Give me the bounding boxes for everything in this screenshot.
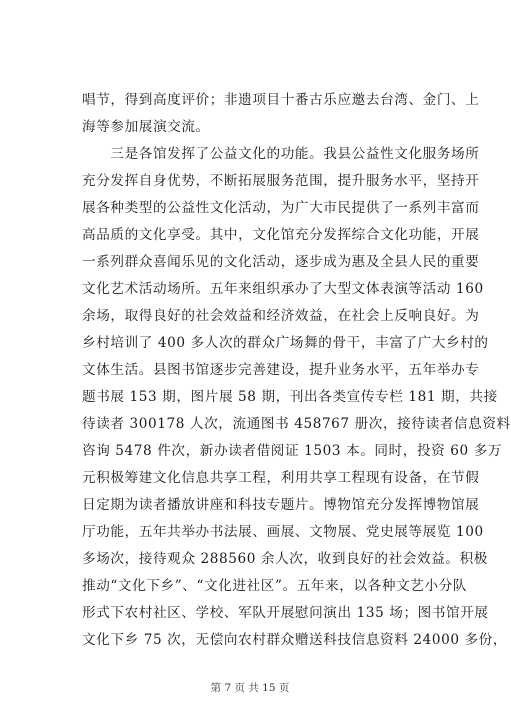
text-line: 咨询 5478 件次，新办读者借阅证 1503 本。同时，投资 60 多万 bbox=[82, 443, 503, 459]
text-line: 高品质的文化享受。其中，文化馆充分发挥综合文化功能，开展 bbox=[82, 227, 480, 243]
text-line: 待读者 300178 人次，流通图书 458767 册次，接待读者信息资料 bbox=[82, 416, 511, 432]
text-line: 乡村培训了 400 多人次的群众广场舞的骨干，丰富了广大乡村的 bbox=[82, 335, 489, 351]
text-line: 充分发挥自身优势，不断拓展服务范围，提升服务水平，坚持开 bbox=[82, 173, 480, 189]
text-line: 形式下农村社区、学校、军队开展慰问演出 135 场；图书馆开展 bbox=[82, 605, 489, 621]
text-line: 文化艺术活动场所。五年来组织承办了大型文体表演等活动 160 bbox=[82, 281, 484, 297]
text-line: 元积极筹建文化信息共享工程，利用共享工程现有设备，在节假 bbox=[82, 470, 480, 486]
text-line: 多场次，接待观众 288560 余人次，收到良好的社会效益。积极 bbox=[82, 551, 488, 567]
text-line: 展各种类型的公益性文化活动，为广大市民提供了一系列丰富而 bbox=[82, 200, 480, 216]
page-number-label: 第 7 页 共 15 页 bbox=[210, 682, 290, 694]
text-line: 题书展 153 期，图片展 58 期，刊出各类宣传专栏 181 期，共接 bbox=[82, 389, 498, 405]
text-line: 推动“文化下乡”、“文化进社区”。五年来，以各种文艺小分队 bbox=[82, 578, 468, 594]
text-line: 三是各馆发挥了公益文化的功能。我县公益性文化服务场所 bbox=[82, 146, 480, 162]
text-line: 厅功能，五年共举办书法展、画展、文物展、党史展等展览 100 bbox=[82, 524, 484, 540]
text-line: 一系列群众喜闻乐见的文化活动，逐步成为惠及全县人民的重要 bbox=[82, 254, 480, 270]
body-text bbox=[82, 87, 511, 654]
text-line: 文化下乡 75 次，无偿向农村群众赠送科技信息资料 24000 多份， bbox=[82, 632, 508, 648]
text-line: 文体生活。县图书馆逐步完善建设，提升业务水平，五年举办专 bbox=[82, 362, 480, 378]
text-line: 唱节，得到高度评价；非遗项目十番古乐应邀去台湾、金门、上 bbox=[82, 92, 480, 108]
page-footer bbox=[0, 680, 500, 695]
text-line: 余场，取得良好的社会效益和经济效益，在社会上反响良好。为 bbox=[82, 308, 480, 324]
text-line: 日定期为读者播放讲座和科技专题片。博物馆充分发挥博物馆展 bbox=[82, 497, 480, 513]
text-line: 海等参加展演交流。 bbox=[82, 119, 210, 135]
